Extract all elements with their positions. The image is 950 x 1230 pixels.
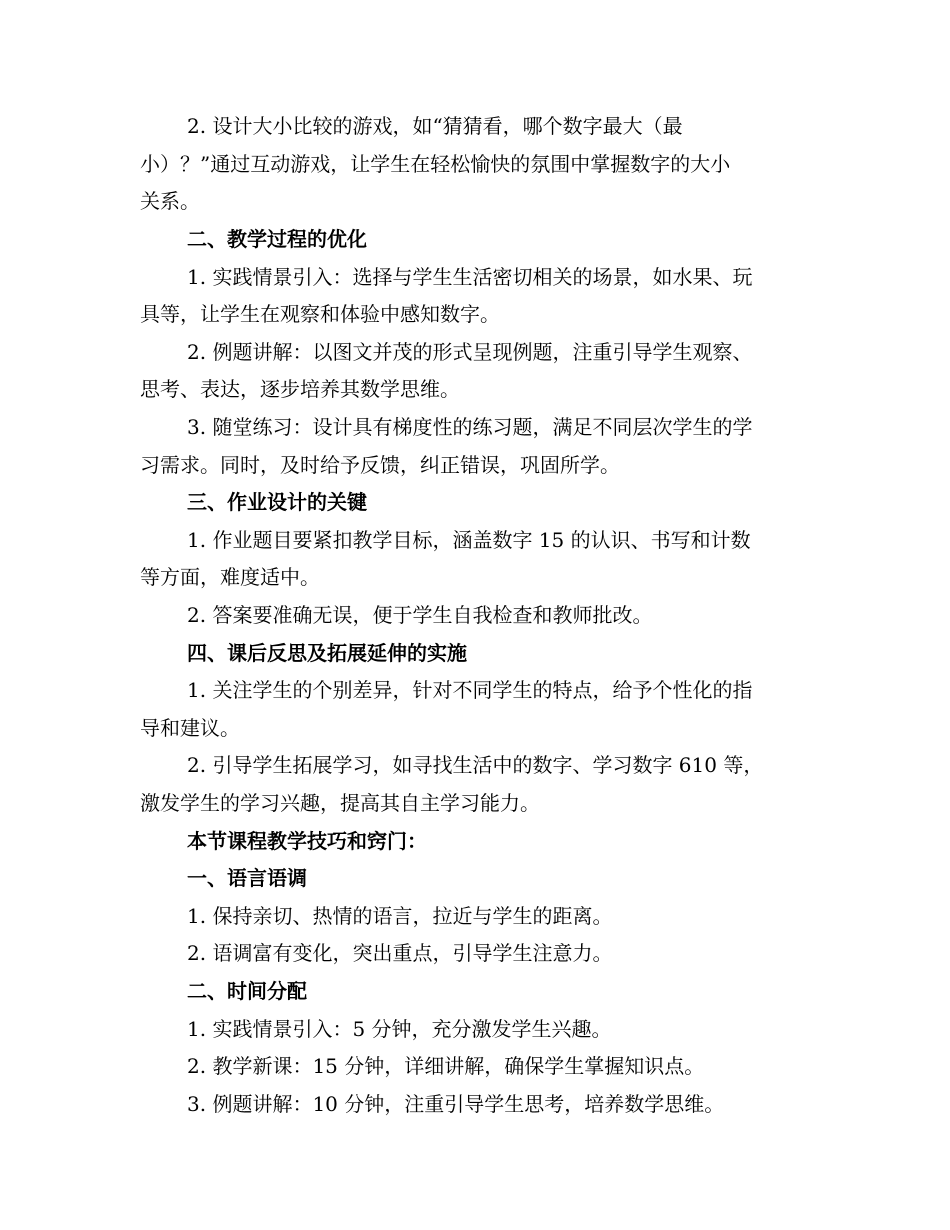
paragraph-line: 2. 设计大小比较的游戏，如“猜猜看，哪个数字最大（最 xyxy=(187,114,683,138)
paragraph-line: 具等，让学生在观察和体验中感知数字。 xyxy=(140,302,500,326)
section-heading: 二、教学过程的优化 xyxy=(187,227,367,251)
paragraph-line: 2. 教学新课：15 分钟，详细讲解，确保学生掌握知识点。 xyxy=(187,1054,705,1078)
paragraph-line: 小）？”通过互动游戏，让学生在轻松愉快的氛围中掌握数字的大小 xyxy=(140,152,731,176)
paragraph-line: 3. 例题讲解：10 分钟，注重引导学生思考，培养数学思维。 xyxy=(187,1092,725,1116)
paragraph-line: 2. 语调富有变化，突出重点，引导学生注意力。 xyxy=(187,941,613,965)
section-heading: 三、作业设计的关键 xyxy=(187,490,367,514)
paragraph-line: 思考、表达，逐步培养其数学思维。 xyxy=(140,377,460,401)
paragraph-line: 2. 答案要准确无误，便于学生自我检查和教师批改。 xyxy=(187,603,653,627)
paragraph-line: 3. 随堂练习：设计具有梯度性的练习题，满足不同层次学生的学 xyxy=(187,415,753,439)
paragraph-line: 导和建议。 xyxy=(140,716,240,740)
paragraph-line: 1. 保持亲切、热情的语言，拉近与学生的距离。 xyxy=(187,904,613,928)
paragraph-line: 1. 作业题目要紧扣教学目标，涵盖数字 15 的认识、书写和计数 xyxy=(187,528,751,552)
paragraph-line: 关系。 xyxy=(140,189,200,213)
paragraph-line: 激发学生的学习兴趣，提高其自主学习能力。 xyxy=(140,791,540,815)
section-heading: 一、语言语调 xyxy=(187,866,307,890)
section-heading: 四、课后反思及拓展延伸的实施 xyxy=(187,641,467,665)
paragraph-line: 等方面，难度适中。 xyxy=(140,565,320,589)
paragraph-line: 1. 关注学生的个别差异，针对不同学生的特点，给予个性化的指 xyxy=(187,678,753,702)
paragraph-line: 习需求。同时，及时给予反馈，纠正错误，巩固所学。 xyxy=(140,453,620,477)
paragraph-line: 2. 引导学生拓展学习，如寻找生活中的数字、学习数字 610 等， xyxy=(187,753,764,777)
paragraph-line: 1. 实践情景引入：选择与学生生活密切相关的场景，如水果、玩 xyxy=(187,265,753,289)
paragraph-line: 1. 实践情景引入：5 分钟，充分激发学生兴趣。 xyxy=(187,1017,612,1041)
paragraph-line: 2. 例题讲解：以图文并茂的形式呈现例题，注重引导学生观察、 xyxy=(187,340,753,364)
section-heading: 二、时间分配 xyxy=(187,979,307,1003)
section-heading: 本节课程教学技巧和窍门： xyxy=(187,829,427,853)
